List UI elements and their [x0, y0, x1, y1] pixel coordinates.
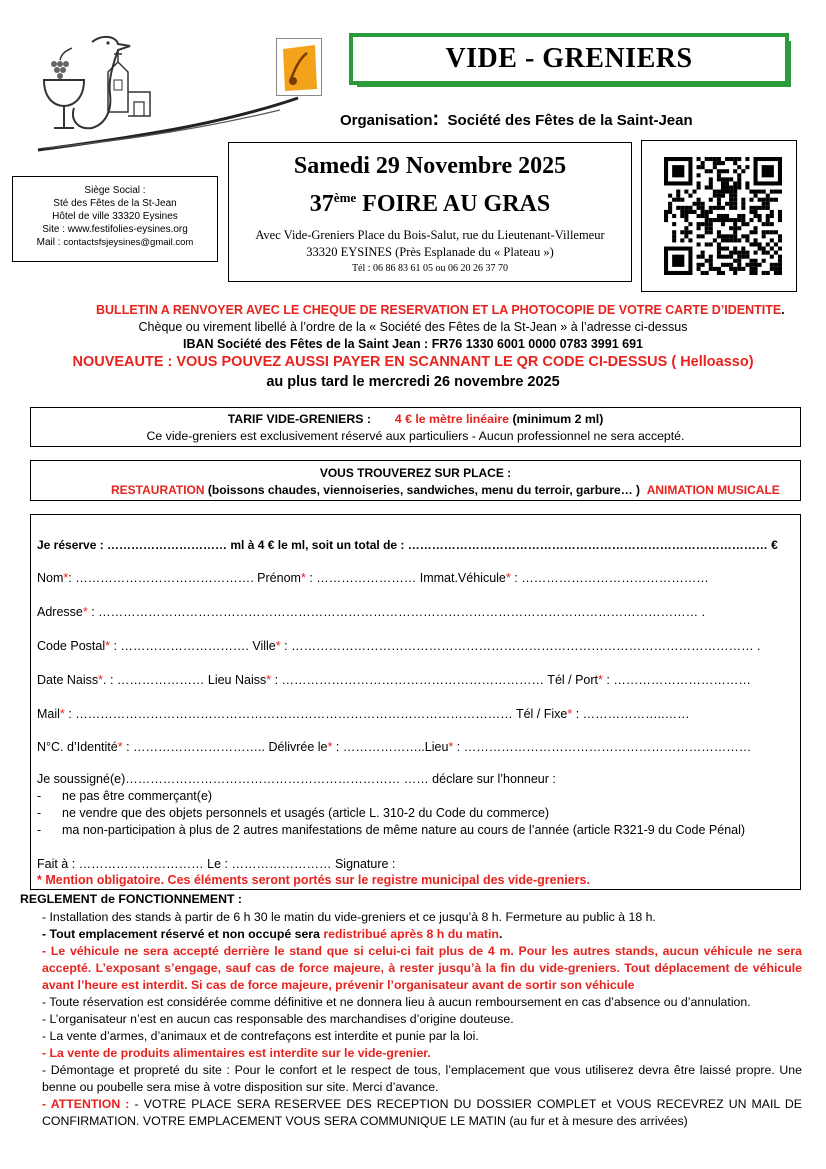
rule-4: - Toute réservation est considérée comme définitive et ne donnera lieu à aucun remboursement en cas d’absence ou d’annulation. [42, 995, 751, 1009]
organisation-label: Organisation [340, 112, 433, 129]
restauration-label: RESTAURATION [111, 483, 205, 497]
qr-code-box [641, 140, 797, 292]
ln-asterisk: * [266, 673, 272, 687]
tarif-note: Ce vide-greniers est exclusivement réservé aux particuliers - Aucun professionnel ne sera accepté. [146, 429, 685, 443]
declaration-2: - ne vendre que des objets personnels et usagés (article L. 310-2 du Code du commerce) [37, 806, 550, 820]
animation-label: ANIMATION MUSICALE [646, 483, 780, 497]
deliv-asterisk: * [327, 740, 333, 754]
siege-mail [13, 236, 217, 249]
reserve-line[interactable]: Je réserve : ………………………… ml à 4 € le ml, soit un total de : ……………………………………………………………………………… € [37, 538, 778, 552]
siege-heading: Siège Social : [84, 185, 146, 196]
rule-3: - Le véhicule ne sera accepté derrière le stand que si celui-ci fait plus de 4 m. Pour les autres stands, aucun véhicule ne sera accepté. L’exposant s’engage, sauf cas de force majeure, à rester jusqu’à la fin du vide-greniers. Tout déplacement de véhicule avant l’heure est interdit. Si cas de force majeure, prévenir l’organisateur avant de sortir son véhicule [42, 944, 802, 992]
qr-code[interactable] [664, 157, 782, 275]
fixe-field[interactable]: : ………………..…… [575, 707, 690, 721]
event-box [228, 142, 632, 282]
prenom-asterisk: * [300, 571, 306, 585]
immat-asterisk: * [505, 571, 511, 585]
mail-link[interactable]: contactsfsjeysines@gmail.com [63, 237, 194, 248]
dn-field[interactable]: . : ………………… Lieu Naiss [103, 673, 267, 687]
nouveaute-line: NOUVEAUTE : VOUS POUVEZ AUSSI PAYER EN SCANNANT LE QR CODE CI-DESSUS ( Helloasso) [72, 354, 754, 370]
cp-ville-line[interactable] [37, 639, 761, 653]
immat-field[interactable]: : ……………………………………… [514, 571, 709, 585]
tarif-min: (minimum 2 ml) [512, 412, 604, 426]
declaration-3-text: ma non-participation à plus de 2 autres manifestations de même nature au cours de l’année (article R321-9 du Code Pénal) [62, 823, 746, 837]
edition-number: 37 [309, 191, 334, 217]
mail-label: Mail : [36, 237, 61, 248]
nom-field[interactable]: : ……………………………………. Prénom [68, 571, 301, 585]
association-logo [30, 32, 300, 152]
dn-asterisk: * [98, 673, 104, 687]
organisation-line: Organisation: Société des Fêtes de la Saint-Jean [340, 108, 693, 130]
siege-social-box [12, 176, 218, 262]
declaration-1: - ne pas être commerçant(e) [37, 789, 213, 803]
mail-field-label: Mail [37, 707, 60, 721]
adresse-field[interactable]: : ……………………………………………………………………………………………………………………………… . [91, 605, 706, 619]
rule-5: - L’organisateur n’est en aucun cas responsable des marchandises d’origine douteuse. [42, 1012, 514, 1026]
ville-asterisk: * [275, 639, 281, 653]
adresse-line[interactable] [37, 605, 705, 619]
event-date: Samedi 29 Novembre 2025 [293, 153, 567, 179]
ci-field[interactable]: : ………………………….. Délivrée le [126, 740, 328, 754]
restauration-details: (boissons chaudes, viennoiseries, sandwiches, menu du terroir, garbure… ) [207, 483, 641, 497]
lieu-field[interactable]: : …………………………………………………………… [456, 740, 752, 754]
sur-place-heading: VOUS TROUVEREZ SUR PLACE : [319, 466, 512, 480]
declaration-2-text: ne vendre que des objets personnels et usagés (article L. 310-2 du Code du commerce) [62, 806, 550, 820]
edition-name: FOIRE AU GRAS [362, 191, 551, 217]
soussigne-line[interactable]: Je soussigné(e)………………………………………………………… …… déclare sur l’honneur : [37, 772, 556, 786]
rule-6: - La vente d’armes, d’animaux et de contrefaçons est interdite et punie par la loi. [42, 1029, 479, 1043]
tarif-box [30, 407, 801, 447]
mail-line[interactable] [37, 707, 690, 721]
tarif-line [31, 412, 800, 426]
page-title: VIDE - GRENIERS [349, 33, 789, 85]
event-address2: 33320 EYSINES (Près Esplanade du « Plateau ») [306, 245, 554, 259]
reglement-heading: REGLEMENT de FONCTIONNEMENT : [20, 892, 243, 906]
identite-line[interactable] [37, 740, 751, 754]
tel-asterisk: * [598, 673, 603, 687]
deadline-line: au plus tard le mercredi 26 novembre 2025 [266, 374, 560, 390]
rule-1: - Installation des stands à partir de 6 h 30 le matin du vide-greniers et ce jusqu’à 8 h. Fermeture au public à 18 h. [42, 910, 656, 924]
ville-field[interactable]: : ………………………………………………………………………………………………… . [284, 639, 761, 653]
rule-9 [42, 1096, 802, 1130]
dn-label: Date Naiss [37, 673, 99, 687]
organisation-name: Société des Fêtes de la Saint-Jean [447, 112, 693, 129]
ci-label: N°C. d’Identité [37, 740, 118, 754]
cp-label: Code Postal [37, 639, 106, 653]
rule-2b: redistribué après 8 h du matin [323, 927, 499, 941]
sur-place-details [111, 483, 780, 497]
instruction-line2: Chèque ou virement libellé à l’ordre de la « Société des Fêtes de la St-Jean » à l’adresse ci-dessus [138, 320, 688, 334]
nom-line[interactable] [37, 571, 709, 585]
rule-9a: - ATTENTION : [42, 1097, 135, 1111]
instruction-line1-end: . [781, 303, 785, 317]
edition-sup: ème [333, 190, 357, 205]
deliv-field[interactable]: : ………………..Lieu [335, 740, 449, 754]
siege-line1: Sté des Fêtes de la St-Jean [53, 198, 177, 209]
declaration-3: - ma non-participation à plus de 2 autres manifestations de même nature au cours de l’année (article R321-9 du Code Pénal) [37, 823, 746, 837]
rule-2c: . [498, 927, 503, 941]
nom-label: Nom [37, 571, 64, 585]
mail-field[interactable]: : …………………………………………………………………………………………… Tél / Fixe [68, 707, 568, 721]
rule-8: - Démontage et propreté du site : Pour le confort et le respect de tous, l’emplacement que vous utiliserez devra être laissé propre. Une benne ou poubelle sera mise à votre disposition sur site. Merci d’avance. [42, 1063, 802, 1094]
event-tel: Tél : 06 86 83 61 05 ou 06 20 26 37 70 [351, 263, 509, 274]
tel-field[interactable]: : …………………………… [606, 673, 751, 687]
siege-line2: Hôtel de ville 33320 Eysines [52, 211, 178, 222]
rule-2 [42, 926, 802, 943]
cp-field[interactable]: : …………………………. Ville [113, 639, 276, 653]
tarif-price: 4 € le mètre linéaire [394, 412, 510, 426]
declaration-1-text: ne pas être commerçant(e) [62, 789, 213, 803]
cp-asterisk: * [105, 639, 110, 653]
site-label: Site : [42, 224, 65, 235]
naissance-line[interactable] [37, 673, 751, 687]
ci-asterisk: * [117, 740, 123, 754]
rule-2a: - Tout emplacement réservé et non occupé sera [42, 927, 324, 941]
festifolies-logo [276, 38, 322, 96]
iban-line: IBAN Société des Fêtes de la Saint Jean : FR76 1330 6001 0000 0783 3991 691 [183, 337, 643, 351]
lieu-asterisk: * [448, 740, 454, 754]
adresse-label: Adresse [37, 605, 83, 619]
sur-place-box [30, 460, 801, 501]
ln-field[interactable]: : ……………………………………………………… Tél / Port [274, 673, 599, 687]
tarif-label: TARIF VIDE-GRENIERS : [227, 412, 371, 426]
site-link[interactable]: www.festifolies-eysines.org [67, 224, 188, 235]
rule-7: - La vente de produits alimentaires est interdite sur le vide-grenier. [42, 1046, 431, 1060]
fixe-asterisk: * [567, 707, 573, 721]
nom-asterisk: * [63, 571, 69, 585]
instruction-line1 [96, 303, 785, 317]
mail-asterisk: * [59, 707, 65, 721]
adresse-asterisk: * [82, 605, 88, 619]
siege-site [13, 223, 217, 236]
fait-line[interactable]: Fait à : ………………………… Le : …………………… Signature : [37, 857, 396, 871]
event-edition [229, 190, 631, 218]
instruction-line1-text: BULLETIN A RENVOYER AVEC LE CHEQUE DE RESERVATION ET LA PHOTOCOPIE DE VOTRE CARTE D’IDENTITE [96, 303, 782, 317]
mandatory-note: * Mention obligatoire. Ces éléments seront portés sur le registre municipal des vide-greniers. [37, 873, 590, 887]
prenom-field[interactable]: : …………………… Immat.Véhicule [309, 571, 506, 585]
rule-9b: - VOTRE PLACE SERA RESERVEE DES RECEPTION DU DOSSIER COMPLET et VOUS RECEVREZ UN MAIL DE CONFIRMATION. VOTRE EMPLACEMENT VOUS SERA COMMUNIQUE LE MATIN (au fur et à mesure des arrivées) [42, 1097, 802, 1128]
event-address1: Avec Vide-Greniers Place du Bois-Salut, rue du Lieutenant-Villemeur [255, 228, 605, 242]
